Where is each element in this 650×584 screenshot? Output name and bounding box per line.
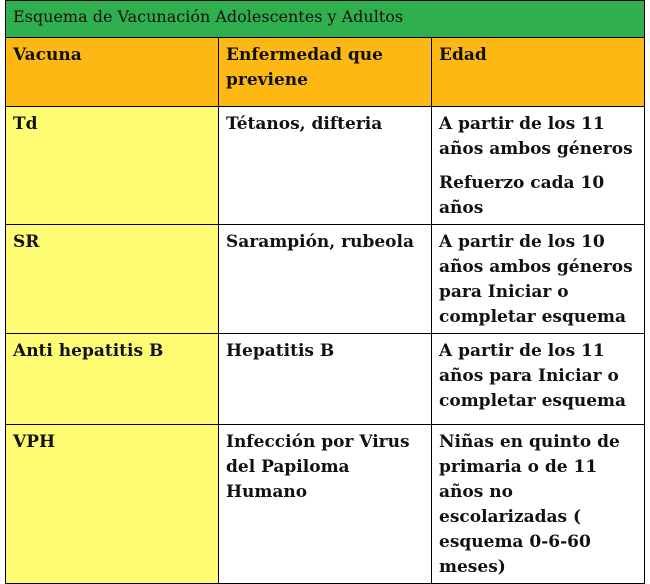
vaccination-schedule-document — [5, 0, 645, 577]
title-row — [6, 1, 645, 38]
vacuna-cell: Td — [6, 107, 219, 225]
table-row — [6, 425, 645, 584]
edad-cell — [432, 107, 645, 225]
header-vacuna: Vacuna — [6, 38, 219, 107]
header-edad: Edad — [432, 38, 645, 107]
vacuna-cell: Anti hepatitis B — [6, 334, 219, 425]
enfermedad-cell: Sarampión, rubeola — [219, 225, 432, 334]
table-row — [6, 334, 645, 425]
table-row — [6, 107, 645, 225]
table-title: Esquema de Vacunación Adolescentes y Adultos — [6, 1, 645, 38]
edad-text: A partir de los 11 años ambos géneros — [439, 114, 633, 159]
edad-cell: Niñas en quinto de primaria o de 11 años no escolarizadas ( esquema 0-6-60 meses) — [432, 425, 645, 584]
edad-cell: A partir de los 11 años para Iniciar o completar esquema — [432, 334, 645, 425]
edad-extra-text: Refuerzo cada 10 años — [439, 173, 605, 218]
vacuna-cell: VPH — [6, 425, 219, 584]
enfermedad-cell: Tétanos, difteria — [219, 107, 432, 225]
enfermedad-cell: Infección por Virus del Papiloma Humano — [219, 425, 432, 584]
enfermedad-cell: Hepatitis B — [219, 334, 432, 425]
header-enfermedad: Enfermedad que previene — [219, 38, 432, 107]
header-row — [6, 38, 645, 107]
vaccination-table — [5, 0, 645, 584]
edad-cell: A partir de los 10 años ambos géneros para Iniciar o completar esquema — [432, 225, 645, 334]
vacuna-cell: SR — [6, 225, 219, 334]
table-row — [6, 225, 645, 334]
